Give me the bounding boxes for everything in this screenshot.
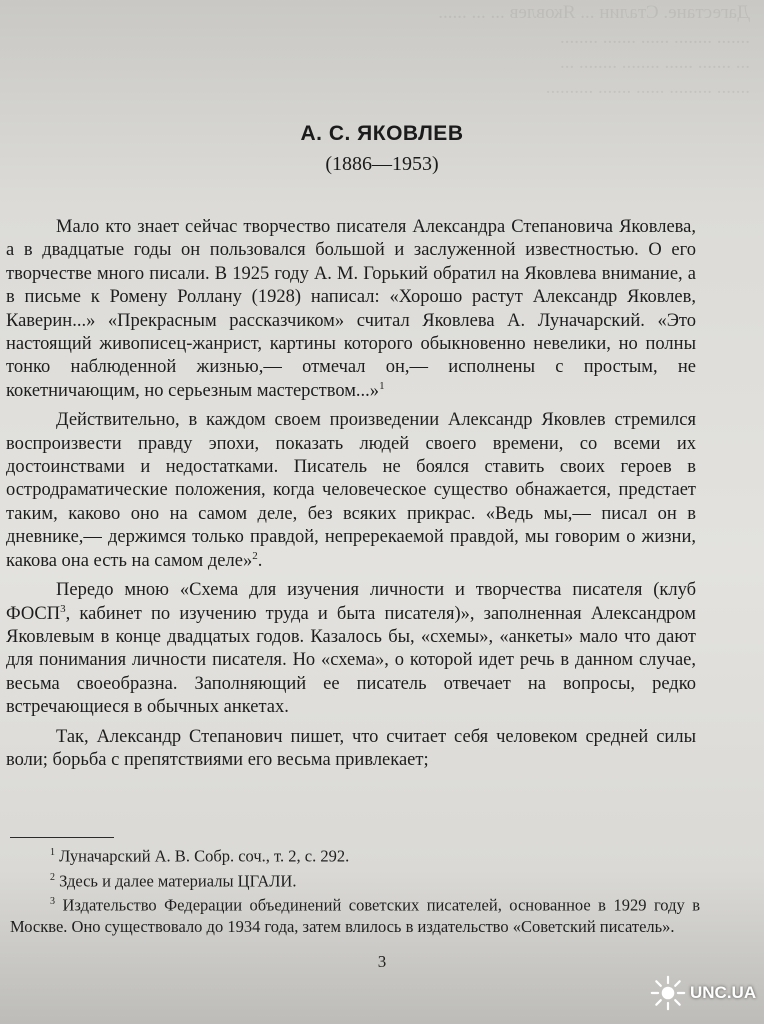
watermark	[650, 968, 764, 1018]
paragraph-text: Передо мною «Схема для изучения личности и творчества писателя (клуб ФОСП	[6, 580, 696, 624]
page-title: А. С. ЯКОВЛЕВ	[300, 122, 464, 145]
paragraph-text: Так, Александр Степанович пишет, что считает себя человеком средней силы воли; борьба с препятствиями его весьма привлекает;	[6, 726, 696, 770]
page-number: 3	[377, 952, 387, 971]
paragraph-3	[6, 579, 696, 719]
footnotes	[10, 842, 700, 937]
paragraph-2: Действительно, в каждом своем произведении Александр Яковлев стремился воспроизвести правду эпохи, показать людей своего времени, со всеми их достоинствами и недостатками. Писатель не боялся ставить своих героев в остродраматические положения, когда человеческое существо обнажается, предстает таким, каково оно на самом деле, без всяких прикрас. «Ведь мы,— писал он в дневнике,— держимся только правдой, непререкаемой правдой, мы говорим о жизни, какова она есть на самом деле»$^2$.	[6, 410, 696, 571]
footnote-text: Издательство Федерации объединений советских писателей, основанное в 1929 году в Москве. Оно существовало до 1934 года, затем влилось в издательство «Советский писатель».	[10, 895, 700, 936]
footnote-text: Луначарский А. В. Собр. соч., т. 2, с. 292.	[59, 846, 350, 866]
footnote-3	[10, 891, 700, 937]
footnote-1	[10, 842, 700, 867]
footnote-ref: 1	[379, 379, 385, 392]
footnote-text: Здесь и далее материалы ЦГАЛИ.	[59, 871, 297, 890]
footnote-number: 3	[50, 896, 55, 907]
paragraph-text: Мало кто знает сейчас творчество писателя Александра Степановича Яковлева, а в двадцатые годы он пользовался большой и заслуженной известностью. О его творчестве много писали. В 1925 году А. М. Горький обратил на Яковлева внимание, а в письме к Ромену Роллану (1928) написал: «Хорошо растут Александр Яковлев, Каверин...» «Прекрасным рассказчиком» считал Яковлева А. Луначарский. «Это настоящий живописец-жанрист, картины которого обыкновенно невелики, но полны тонко наблюденной жизнью,— отмечал он,— исполнены с простым, не кокетничающим, но серьезным мастерством...»	[6, 217, 696, 401]
sun-logo-icon	[650, 975, 686, 1011]
paragraph-1	[6, 216, 696, 403]
footnote-ref: 2	[252, 549, 258, 562]
footnote-number: 1	[50, 847, 55, 858]
paragraph-text: Действительно, в каждом своем произведении Александр Яковлев стремился воспроизвести правду эпохи, показать людей своего времени, со всеми их достоинствами и недостатками. Писатель не боялся ставить своих героев в остродраматические положения, когда человеческое существо обнажается, предстает таким, каково оно на самом деле, без всяких прикрас. «Ведь мы,— писал он в дневнике,— держимся только правдой, непререкаемой правдой, мы говорим о жизни, какова она есть на самом деле»	[6, 410, 696, 571]
watermark-text: UNC.UA	[690, 983, 757, 1002]
footnote-2	[10, 867, 700, 892]
footnote-number: 2	[50, 871, 55, 883]
life-dates: (1886—1953)	[325, 153, 439, 175]
article-body	[6, 216, 696, 778]
footnote-ref: 3	[60, 602, 66, 615]
paragraph-text: , кабинет по изучению труда и быта писателя)», заполненная Александром Яковлевым в конце двадцатых годов. Казалось бы, «схемы», «анкеты» мало что дают для понимания личности писателя. Но «схема», о которой идет речь в данном случае, весьма своеобразна. Заполняющий ее писатель отвечает на вопросы, редко встречающиеся в обычных анкетах.	[6, 603, 696, 718]
paragraph-4	[6, 726, 696, 773]
bleed-through-text: Дагестане. Сталин ... Яковлев ... ... ...... ....... ........ ...... ....... ........ ... ....... ...... ........ ........ ... ....... ......... ...... ....... ..........	[438, 2, 750, 98]
footnote-divider	[10, 837, 114, 838]
